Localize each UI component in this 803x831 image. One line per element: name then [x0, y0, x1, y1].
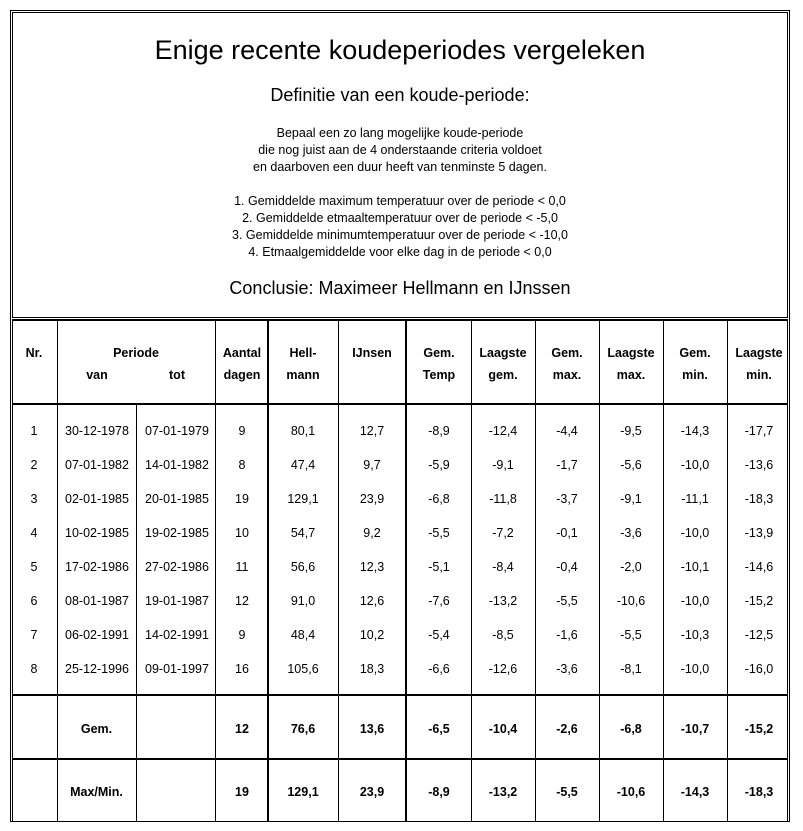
- description-line: die nog juist aan de 4 onderstaande criteria voldoet: [258, 143, 542, 157]
- table-cell: 14-02-1991: [145, 628, 209, 642]
- header-laagste-max-line1: Laagste: [607, 346, 655, 360]
- criteria-list: [13, 193, 787, 261]
- summary-cell: -10,4: [488, 722, 518, 736]
- column-divider: [136, 403, 137, 822]
- table-cell: 9: [238, 628, 246, 642]
- table-cell: 3: [30, 492, 38, 506]
- table-cell: -5,5: [556, 594, 578, 608]
- table-cell: 06-02-1991: [65, 628, 129, 642]
- table-cell: 54,7: [290, 526, 316, 540]
- summary-cell: 76,6: [290, 722, 316, 736]
- table-cell: 02-01-1985: [65, 492, 129, 506]
- table-cell: 19-02-1985: [145, 526, 209, 540]
- table-cell: 1: [30, 424, 38, 438]
- header-aantal-dagen: [216, 342, 268, 386]
- table-cell: 20-01-1985: [145, 492, 209, 506]
- header-nr: Nr.: [25, 346, 43, 360]
- summary-cell: 23,9: [359, 785, 385, 799]
- table-cell: -0,1: [556, 526, 578, 540]
- summary-cell: -6,5: [428, 722, 450, 736]
- summary-cell: -10,6: [616, 785, 646, 799]
- row-divider: [12, 319, 788, 321]
- table-cell: -11,1: [681, 492, 709, 506]
- summary-cell: -10,7: [680, 722, 710, 736]
- table-cell: 6: [30, 594, 38, 608]
- table-cell: -12,5: [744, 628, 774, 642]
- table-cell: -5,5: [428, 526, 450, 540]
- table-cell: 91,0: [290, 594, 316, 608]
- table-cell: -0,4: [556, 560, 578, 574]
- description-line: Bepaal een zo lang mogelijke koude-periode: [276, 126, 524, 140]
- table-cell: -10,0: [680, 594, 710, 608]
- definition-heading: Definitie van een koude-periode:: [270, 85, 530, 105]
- header-van: van: [86, 368, 108, 382]
- header-laagste-min: [728, 342, 790, 386]
- summary-cell: -13,2: [488, 785, 518, 799]
- header-hellmann-line1: Hell-: [289, 346, 317, 360]
- header-laagste-min-line2: min.: [746, 368, 772, 382]
- description-line: en daarboven een duur heeft van tenminste 5 dagen.: [253, 160, 547, 174]
- table-cell: -11,8: [489, 492, 517, 506]
- summary-cell: -8,9: [428, 785, 450, 799]
- summary-cell: -5,5: [556, 785, 578, 799]
- table-cell: 08-01-1987: [65, 594, 129, 608]
- row-divider: [12, 403, 788, 405]
- table-cell: -3,6: [556, 662, 578, 676]
- table-cell: -16,0: [744, 662, 774, 676]
- table-cell: 23,9: [359, 492, 385, 506]
- table-cell: 4: [30, 526, 38, 540]
- table-cell: 10,2: [359, 628, 385, 642]
- table-cell: 07-01-1982: [65, 458, 129, 472]
- table-cell: 2: [30, 458, 38, 472]
- table-cell: -14,6: [744, 560, 774, 574]
- header-tot: tot: [169, 368, 185, 382]
- criterion-1: 1. Gemiddelde maximum temperatuur over de periode < 0,0: [234, 194, 566, 208]
- header-laagste-max-line2: max.: [616, 368, 646, 382]
- table-cell: -6,8: [428, 492, 450, 506]
- header-laagste-gem: [471, 342, 535, 386]
- table-cell: -1,7: [556, 458, 578, 472]
- header-gem-min-line1: Gem.: [679, 346, 711, 360]
- table-cell: -8,9: [428, 424, 450, 438]
- table-cell: 19: [235, 492, 249, 506]
- table-cell: -17,7: [744, 424, 774, 438]
- header-gem-min: [663, 342, 727, 386]
- table-cell: 12,6: [359, 594, 385, 608]
- header-laagste-min-line1: Laagste: [735, 346, 783, 360]
- summary-cell: 13,6: [359, 722, 385, 736]
- table-cell: 25-12-1996: [65, 662, 129, 676]
- header-aantal-dagen-line1: Aantal: [222, 346, 262, 360]
- summary-cell: -14,3: [680, 785, 710, 799]
- table-cell: -10,0: [680, 458, 710, 472]
- table-cell: -5,9: [428, 458, 450, 472]
- table-cell: 16: [235, 662, 249, 676]
- table-cell: 80,1: [290, 424, 316, 438]
- table-cell: -12,6: [488, 662, 518, 676]
- table-cell: -2,0: [620, 560, 642, 574]
- header-box: [12, 12, 788, 318]
- row-divider: [12, 694, 788, 696]
- table-cell: 7: [30, 628, 38, 642]
- table-cell: 30-12-1978: [65, 424, 129, 438]
- table-cell: 17-02-1986: [65, 560, 129, 574]
- header-ijnsen: IJnsen: [352, 346, 392, 360]
- header-laagste-gem-line2: gem.: [488, 368, 518, 382]
- table-cell: -13,9: [744, 526, 774, 540]
- summary-cell: -18,3: [744, 785, 774, 799]
- summary-cell: 19: [235, 785, 249, 799]
- table-cell: -7,6: [428, 594, 450, 608]
- table-cell: -13,2: [488, 594, 518, 608]
- table-cell: 10: [235, 526, 249, 540]
- table-cell: 12: [235, 594, 249, 608]
- header-gem-temp: [407, 342, 471, 386]
- table-cell: 8: [238, 458, 246, 472]
- table-cell: -10,0: [680, 526, 710, 540]
- table-cell: -12,4: [488, 424, 518, 438]
- header-laagste-max: [599, 342, 663, 386]
- table-cell: 9,2: [363, 526, 381, 540]
- summary-label: Max/Min.: [70, 785, 123, 799]
- table-cell: 105,6: [287, 662, 319, 676]
- table-cell: 5: [30, 560, 38, 574]
- row-divider: [12, 758, 788, 760]
- definition-description: [13, 125, 787, 176]
- table-cell: -5,4: [428, 628, 450, 642]
- table-cell: -10,0: [680, 662, 710, 676]
- table-cell: -7,2: [492, 526, 514, 540]
- header-gem-temp-line1: Gem.: [423, 346, 455, 360]
- header-periode: Periode: [113, 346, 159, 360]
- header-laagste-gem-line1: Laagste: [479, 346, 527, 360]
- table-cell: -3,6: [620, 526, 642, 540]
- table-cell: -18,3: [744, 492, 774, 506]
- table-cell: -5,1: [428, 560, 450, 574]
- header-gem-max: [535, 342, 599, 386]
- table-cell: 56,6: [290, 560, 316, 574]
- summary-cell: -2,6: [556, 722, 578, 736]
- table-cell: 07-01-1979: [145, 424, 209, 438]
- criterion-3: 3. Gemiddelde minimumtemperatuur over de periode < -10,0: [232, 228, 568, 242]
- table-cell: 12,7: [359, 424, 385, 438]
- table-cell: -8,1: [620, 662, 642, 676]
- table-cell: 8: [30, 662, 38, 676]
- criterion-4: 4. Etmaalgemiddelde voor elke dag in de periode < 0,0: [248, 245, 552, 259]
- header-gem-min-line2: min.: [682, 368, 708, 382]
- table-cell: 47,4: [290, 458, 316, 472]
- summary-label: Gem.: [80, 722, 113, 736]
- table-cell: -9,5: [620, 424, 642, 438]
- table-cell: -15,2: [744, 594, 774, 608]
- table-cell: -10,1: [680, 560, 710, 574]
- table-cell: 48,4: [290, 628, 316, 642]
- table-cell: 10-02-1985: [65, 526, 129, 540]
- table-cell: 18,3: [359, 662, 385, 676]
- table-cell: -13,6: [744, 458, 774, 472]
- header-gem-max-line2: max.: [552, 368, 582, 382]
- header-hellmann: [268, 342, 338, 386]
- table-cell: 09-01-1997: [145, 662, 209, 676]
- table-cell: -8,5: [492, 628, 514, 642]
- table-cell: -5,6: [620, 458, 642, 472]
- header-gem-temp-line2: Temp: [422, 368, 456, 382]
- table-cell: 129,1: [287, 492, 319, 506]
- table-cell: 12,3: [359, 560, 385, 574]
- summary-cell: -6,8: [620, 722, 642, 736]
- table-cell: -9,1: [492, 458, 514, 472]
- summary-cell: 129,1: [287, 785, 319, 799]
- table-cell: 19-01-1987: [145, 594, 209, 608]
- header-aantal-dagen-line2: dagen: [223, 368, 261, 382]
- table-cell: 9,7: [363, 458, 381, 472]
- table-cell: -3,7: [556, 492, 578, 506]
- table-cell: 27-02-1986: [145, 560, 209, 574]
- table-cell: -10,3: [680, 628, 710, 642]
- table-cell: -8,4: [492, 560, 514, 574]
- table-cell: 9: [238, 424, 246, 438]
- table-cell: -1,6: [556, 628, 578, 642]
- table-cell: 14-01-1982: [145, 458, 209, 472]
- table-cell: -10,6: [616, 594, 646, 608]
- table-cell: -14,3: [680, 424, 710, 438]
- table-cell: -5,5: [620, 628, 642, 642]
- table-cell: -9,1: [620, 492, 642, 506]
- criterion-2: 2. Gemiddelde etmaaltemperatuur over de periode < -5,0: [242, 211, 558, 225]
- row-divider: [12, 821, 788, 822]
- conclusion: Conclusie: Maximeer Hellmann en IJnssen: [229, 278, 571, 298]
- header-gem-max-line1: Gem.: [551, 346, 583, 360]
- header-hellmann-line2: mann: [286, 368, 320, 382]
- table-cell: 11: [235, 560, 249, 574]
- table-cell: -4,4: [556, 424, 578, 438]
- page-title: Enige recente koudeperiodes vergeleken: [154, 35, 646, 65]
- summary-cell: 12: [235, 722, 249, 736]
- summary-cell: -15,2: [744, 722, 774, 736]
- table-cell: -6,6: [428, 662, 450, 676]
